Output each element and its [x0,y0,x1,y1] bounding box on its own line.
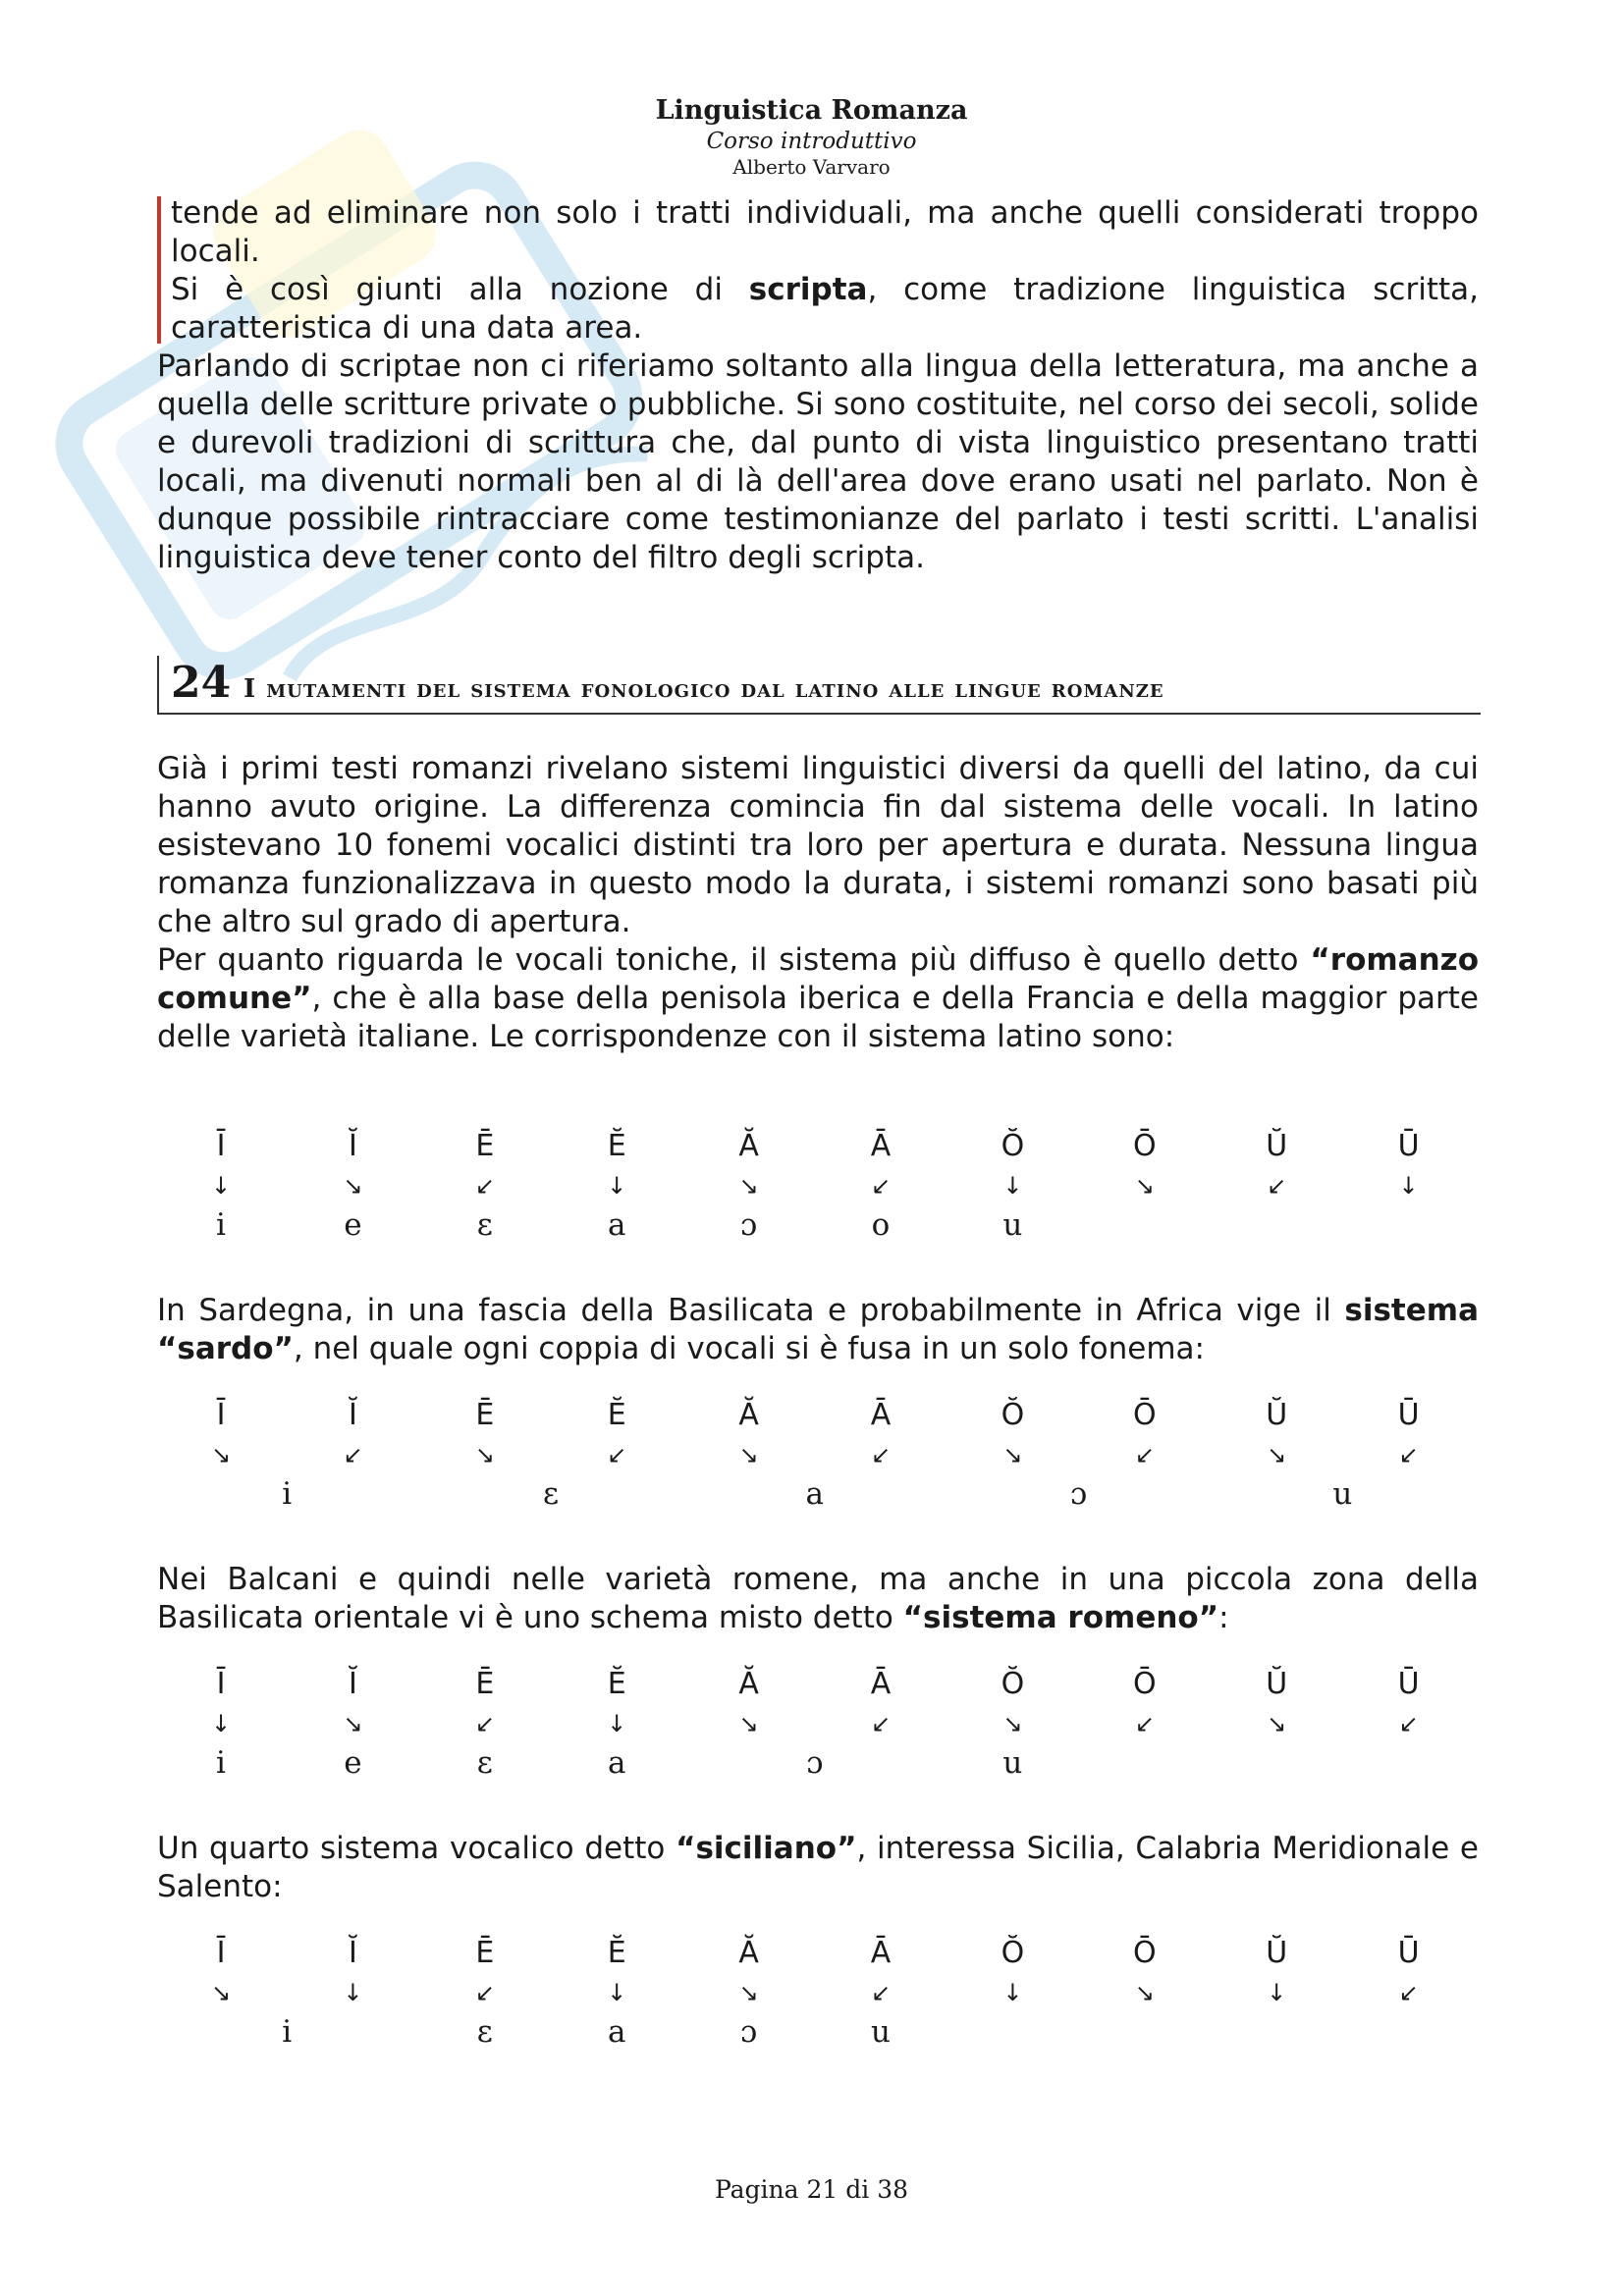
paragraph-siciliano: Un quarto sistema vocalico detto “siciliano”, interessa Sicilia, Calabria Meridionale e Salento: [157,1831,1479,1904]
latin-vowel: Ē [475,1129,495,1163]
term-siciliano: “siciliano” [676,1831,857,1866]
latin-vowel-row [157,1665,1479,1704]
latin-vowel: Ĕ [607,1667,626,1701]
arrow-icon: ↙ [870,1441,892,1468]
arrow-icon: ↙ [870,1172,892,1200]
arrow-icon: ↙ [343,1441,363,1468]
romance-vowel: a [607,2014,626,2050]
latin-vowel: Ō [1132,1129,1157,1163]
romance-vowel: a [607,1207,626,1243]
latin-vowel: Ā [870,1398,892,1432]
arrow-icon: ↘ [738,1710,759,1737]
vowel-table-sardo [157,1396,1479,1514]
arrow-icon: ↘ [738,1979,759,2006]
latin-vowel: Ĭ [348,1667,357,1701]
arrow-icon: ↓ [343,1979,363,2006]
passage-line-2: Si è così giunti alla nozione di scripta, come tradizione linguistica scritta, caratteristica di una data area. [171,272,1479,346]
section-heading [157,656,1481,715]
latin-vowel: Ŏ [1001,1936,1025,1970]
arrow-row [157,1435,1479,1474]
section-number: 24 [171,658,232,708]
romance-vowel: ɛ [476,1207,493,1243]
latin-vowel: Ĕ [607,1398,626,1432]
romance-vowel: ɔ [806,1745,824,1781]
latin-vowel: Ī [216,1667,226,1701]
romance-vowel: ɛ [476,1745,493,1781]
arrow-icon: ↙ [474,1979,495,2006]
arrow-icon: ↙ [1398,1441,1419,1468]
arrow-icon: ↘ [210,1441,232,1468]
vowel-table-romeno [157,1665,1479,1783]
document-title: Linguistica Romanza [655,95,968,126]
vowel-table-romanzo-comune [157,1127,1479,1245]
latin-vowel: Ī [216,1398,226,1432]
romance-vowel: ɔ [1069,1476,1088,1512]
arrow-row [157,1973,1479,2012]
arrow-icon: ↙ [1134,1441,1155,1468]
romance-vowel: a [805,1476,825,1512]
arrow-icon: ↓ [1398,1172,1419,1200]
term-romanzo-comune: “romanzo comune” [157,942,1479,1016]
arrow-icon: ↙ [1134,1710,1155,1737]
latin-vowel: Ŭ [1266,1936,1288,1970]
latin-vowel: Ū [1397,1667,1420,1701]
latin-vowel: Ŏ [1001,1667,1025,1701]
latin-vowel: Ō [1132,1398,1157,1432]
arrow-icon: ↙ [870,1710,892,1737]
section-title: I mutamenti del sistema fonologico dal latino alle lingue romanze [243,674,1164,704]
arrow-icon: ↓ [210,1710,232,1737]
romance-vowel: u [1002,1207,1023,1243]
latin-vowel: Ū [1397,1398,1420,1432]
latin-vowel: Ă [738,1129,759,1163]
latin-vowel: Ō [1132,1936,1157,1970]
latin-vowel: Ĭ [348,1398,357,1432]
arrow-icon: ↙ [607,1441,627,1468]
romance-vowel: i [282,1476,293,1512]
arrow-icon: ↓ [210,1172,232,1200]
arrow-icon: ↓ [1002,1979,1023,2006]
romance-vowel: ɔ [739,2014,758,2050]
highlight-bar [157,196,161,344]
arrow-icon: ↓ [607,1172,627,1200]
latin-vowel: Ĕ [607,1936,626,1970]
arrow-icon: ↘ [343,1710,363,1737]
latin-vowel: Ē [475,1936,495,1970]
romance-vowel: a [607,1745,626,1781]
romance-vowel: i [216,1207,226,1243]
arrow-icon: ↘ [1002,1441,1023,1468]
vowel-table-siciliano [157,1934,1479,2052]
arrow-icon: ↘ [474,1441,495,1468]
romance-vowel: u [871,2014,891,2050]
latin-vowel: Ā [870,1129,892,1163]
romance-vowel-row [157,1743,1479,1783]
document-subtitle: Corso introduttivo [706,129,917,154]
latin-vowel: Ă [738,1936,759,1970]
latin-vowel: Ū [1397,1129,1420,1163]
arrow-icon: ↙ [870,1979,892,2006]
arrow-icon: ↙ [474,1172,495,1200]
latin-vowel: Ĭ [348,1936,357,1970]
latin-vowel-row [157,1396,1479,1435]
intro-paragraph: Parlando di scriptae non ci riferiamo soltanto alla lingua della letteratura, ma anche a quella delle scritture private o pubbliche. Si sono costituite, nel corso dei secoli, solide e durevoli tradizioni di scrittura che, dal punto di vista linguistico presentano tratti locali, ma divenuti normali ben al di là dell'area dove erano usati nel parlato. Non è dunque possibile rintracciare come testimonianze del parlato i testi scritti. L'analisi linguistica deve tener conto del filtro degli scripta. [157,348,1479,575]
romance-vowel-row [157,2012,1479,2052]
romance-vowel: u [1002,1745,1023,1781]
arrow-icon: ↙ [1398,1979,1419,2006]
paragraph-sardo: In Sardegna, in una fascia della Basilicata e probabilmente in Africa vige il sistema “sardo”, nel quale ogni coppia di vocali si è fusa in un solo fonema: [157,1293,1479,1366]
paragraph-sardo-block [157,1292,1479,1368]
arrow-icon: ↘ [738,1172,759,1200]
romance-vowel: o [871,1207,891,1243]
arrow-icon: ↘ [738,1441,759,1468]
highlighted-passage [157,194,1479,347]
latin-vowel: Ē [475,1667,495,1701]
arrow-icon: ↙ [474,1710,495,1737]
document-author: Alberto Varvaro [732,155,891,179]
latin-vowel: Ū [1397,1936,1420,1970]
arrow-icon: ↓ [607,1710,627,1737]
latin-vowel: Ă [738,1667,759,1701]
arrow-row [157,1704,1479,1743]
section-body-1 [157,750,1479,1056]
arrow-icon: ↘ [1267,1441,1287,1468]
arrow-row [157,1166,1479,1205]
latin-vowel: Ī [216,1936,226,1970]
page-header [0,94,1623,179]
arrow-icon: ↓ [1267,1979,1287,2006]
latin-vowel: Ĕ [607,1129,626,1163]
latin-vowel: Ō [1132,1667,1157,1701]
latin-vowel: Ŏ [1001,1129,1025,1163]
arrow-icon: ↘ [1002,1710,1023,1737]
paragraph-romeno: Nei Balcani e quindi nelle varietà romene, ma anche in una piccola zona della Basilicata orientale vi è uno schema misto detto “sistema romeno”: [157,1562,1479,1635]
latin-vowel: Ē [475,1398,495,1432]
latin-vowel: Ī [216,1129,226,1163]
romance-vowel: ɔ [739,1207,758,1243]
passage-line-1: tende ad eliminare non solo i tratti individuali, ma anche quelli considerati troppo locali. [171,195,1479,269]
arrow-icon: ↘ [343,1172,363,1200]
latin-vowel: Ŭ [1266,1667,1288,1701]
arrow-icon: ↓ [1002,1172,1023,1200]
paragraph-siciliano-block [157,1830,1479,1906]
latin-vowel: Ŏ [1001,1398,1025,1432]
latin-vowel-row [157,1934,1479,1973]
arrow-icon: ↘ [1134,1979,1155,2006]
arrow-icon: ↙ [1267,1172,1287,1200]
term-sistema-romeno: “sistema romeno” [902,1600,1219,1635]
romance-vowel: u [1332,1476,1353,1512]
latin-vowel: Ā [870,1936,892,1970]
paragraph-romanzo-comune: Per quanto riguarda le vocali toniche, il sistema più diffuso è quello detto “romanzo comune”, che è alla base della penisola iberica e della Francia e della maggior parte delle varietà italiane. Le corrispondenze con il sistema latino sono: [157,942,1479,1054]
latin-vowel: Ĭ [348,1129,357,1163]
paragraph-romeno-block [157,1561,1479,1637]
paragraph-vowels-intro: Già i primi testi romanzi rivelano sistemi linguistici diversi da quelli del latino, da cui hanno avuto origine. La differenza comincia fin dal sistema delle vocali. In latino esistevano 10 fonemi vocalici distinti tra loro per apertura e durata. Nessuna lingua romanza funzionalizzava in questo modo la durata, i sistemi romanzi sono basati più che altro sul grado di apertura. [157,751,1479,939]
latin-vowel-row [157,1127,1479,1166]
arrow-icon: ↘ [1267,1710,1287,1737]
latin-vowel: Ă [738,1398,759,1432]
term-scripta: scripta [748,272,868,307]
latin-vowel: Ŭ [1266,1129,1288,1163]
romance-vowel: i [282,2014,293,2050]
page-footer: Pagina 21 di 38 [714,2175,909,2204]
arrow-icon: ↓ [607,1979,627,2006]
romance-vowel-row [157,1205,1479,1245]
term-sistema-sardo: sistema “sardo” [157,1293,1479,1366]
romance-vowel-row [157,1474,1479,1514]
romance-vowel: ɛ [542,1476,560,1512]
romance-vowel: e [344,1207,362,1243]
romance-vowel: i [216,1745,226,1781]
romance-vowel: e [344,1745,362,1781]
arrow-icon: ↘ [1134,1172,1155,1200]
romance-vowel: ɛ [476,2014,493,2050]
latin-vowel: Ŭ [1266,1398,1288,1432]
arrow-icon: ↘ [210,1979,232,2006]
latin-vowel: Ā [870,1667,892,1701]
arrow-icon: ↙ [1398,1710,1419,1737]
